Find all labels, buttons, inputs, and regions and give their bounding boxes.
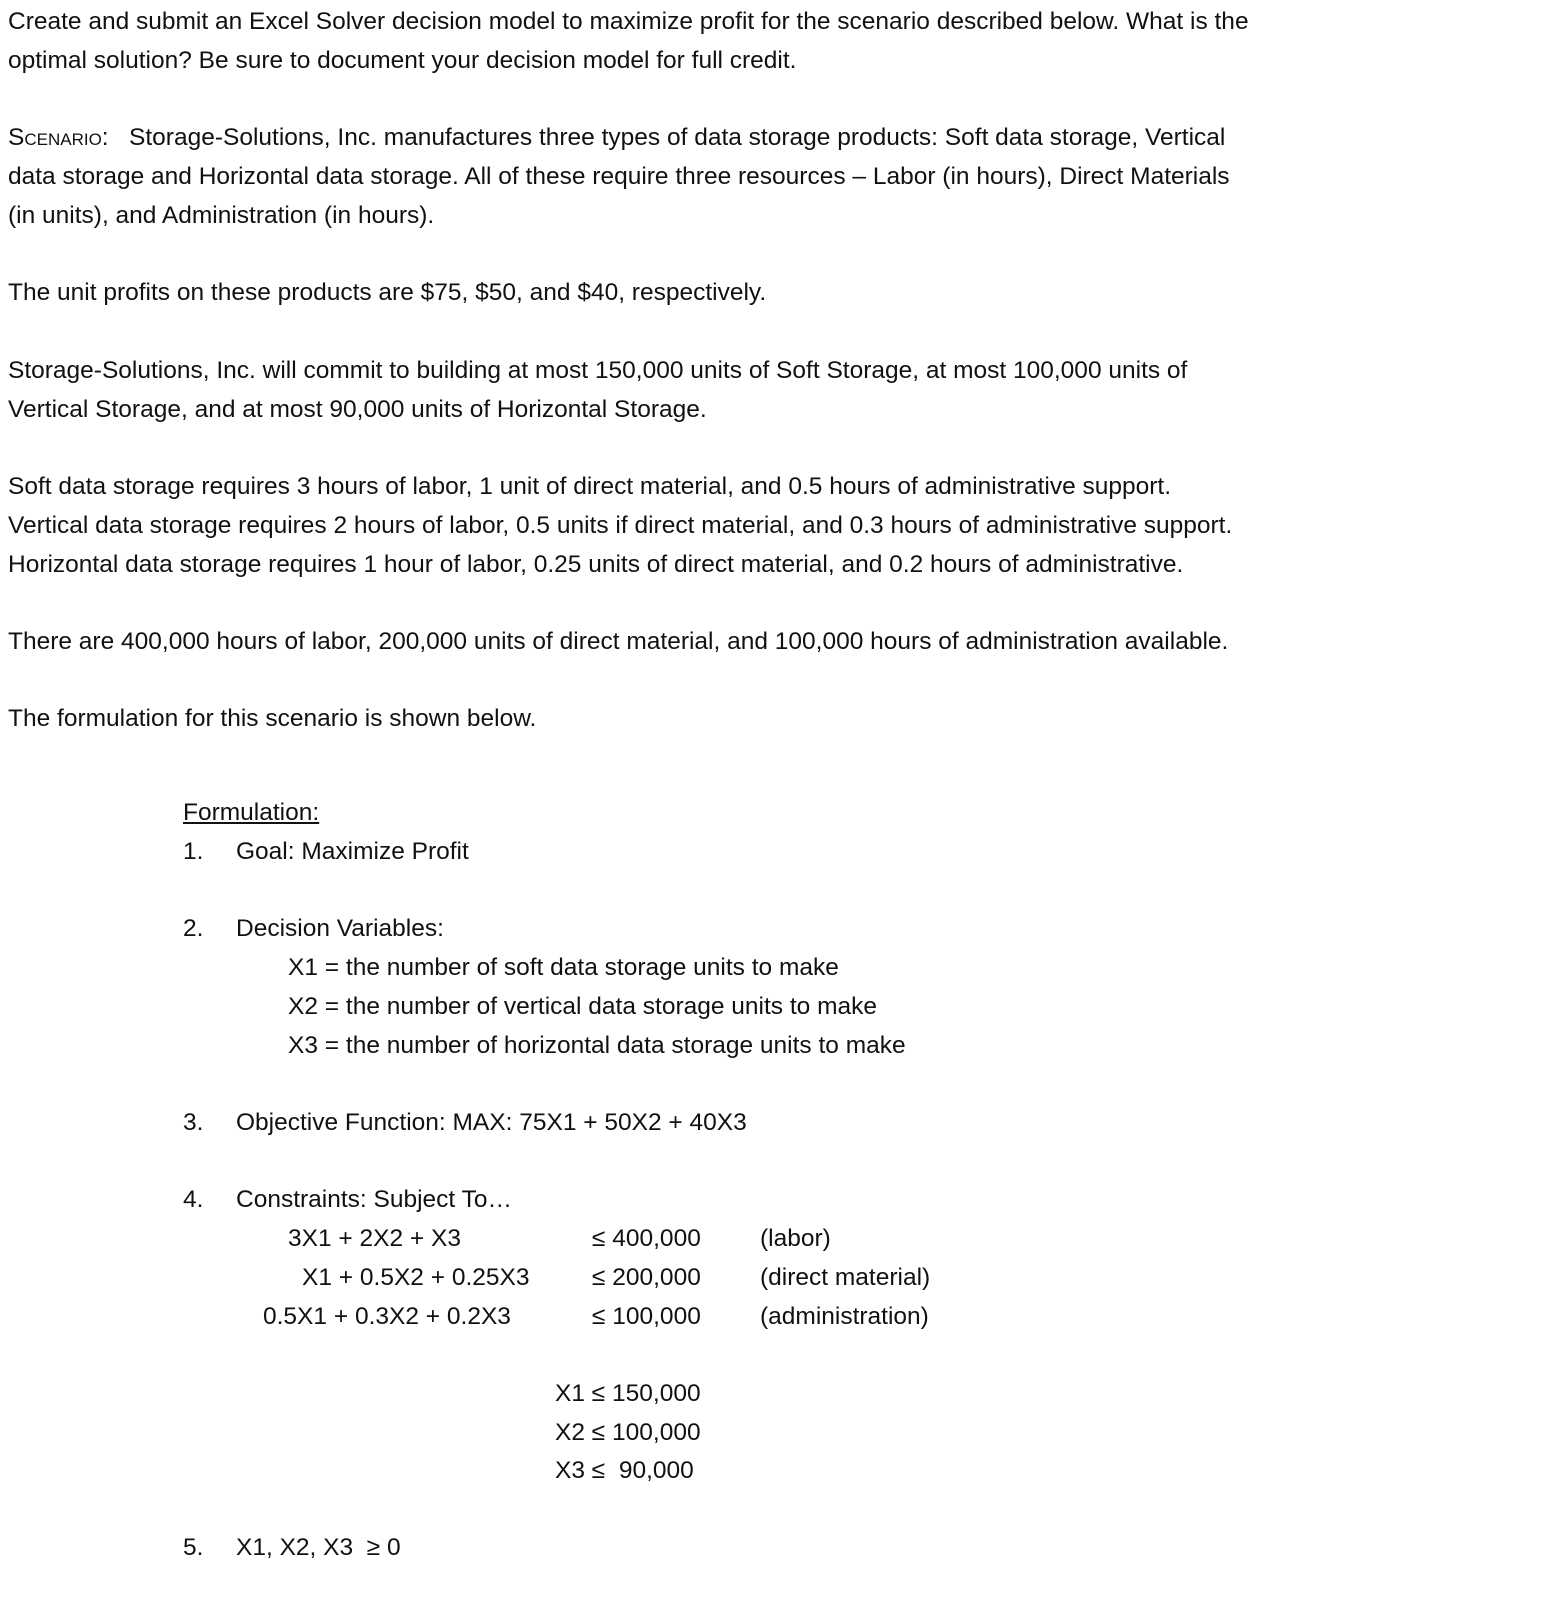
scenario-line: (in units), and Administration (in hours). [8, 202, 435, 229]
bound-constraint: X1 ≤ 150,000 [555, 1380, 701, 1407]
intro-line: Create and submit an Excel Solver decision model to maximize profit for the scenario described below. What is the [8, 8, 1249, 35]
bound-constraint: X3 ≤ 90,000 [555, 1457, 694, 1484]
constraints-text: Constraints: Subject To… [236, 1186, 512, 1213]
constraint-lhs: 3X1 + 2X2 + X3 [288, 1225, 461, 1252]
decision-var: X2 = the number of vertical data storage units to make [288, 993, 878, 1020]
requirement-line: Soft data storage requires 3 hours of labor, 1 unit of direct material, and 0.5 hours of administrative support. [8, 473, 1172, 500]
constraint-label: (labor) [760, 1225, 831, 1252]
requirement-line: Horizontal data storage requires 1 hour of labor, 0.25 units of direct material, and 0.2 hours of administrative. [8, 551, 1184, 578]
constraint-label: (administration) [760, 1303, 929, 1330]
constraint-rhs: ≤ 200,000 [592, 1264, 701, 1291]
decision-var: X3 = the number of horizontal data storage units to make [288, 1032, 906, 1059]
formulation-intro: The formulation for this scenario is shown below. [8, 705, 537, 732]
constraint-rhs: ≤ 400,000 [592, 1225, 701, 1252]
formulation-heading-text: Formulation: [183, 799, 320, 826]
objective-text: Objective Function: MAX: 75X1 + 50X2 + 40X3 [236, 1109, 747, 1136]
constraint-lhs: X1 + 0.5X2 + 0.25X3 [302, 1264, 530, 1291]
goal-num: 1. [183, 838, 204, 865]
constraint-label: (direct material) [760, 1264, 931, 1291]
requirement-line: Vertical data storage requires 2 hours of labor, 0.5 units if direct material, and 0.3 hours of administrative support. [8, 512, 1233, 539]
constraint-rhs: ≤ 100,000 [592, 1303, 701, 1330]
scenario-line: data storage and Horizontal data storage. All of these require three resources – Labor (in hours), Direct Materials [8, 163, 1230, 190]
decision-num: 2. [183, 915, 204, 942]
commit-line: Storage-Solutions, Inc. will commit to building at most 150,000 units of Soft Storage, at most 100,000 units of [8, 357, 1188, 384]
scenario-line [8, 123, 1225, 153]
objective-num: 3. [183, 1109, 204, 1136]
available-text: There are 400,000 hours of labor, 200,000 units of direct material, and 100,000 hours of administration available. [8, 628, 1229, 655]
formulation-heading [183, 798, 319, 828]
goal-text: Goal: Maximize Profit [236, 838, 469, 865]
scenario-label: Scenario: [8, 124, 109, 151]
nonneg-num: 5. [183, 1534, 204, 1561]
decision-text: Decision Variables: [236, 915, 444, 942]
bound-constraint: X2 ≤ 100,000 [555, 1419, 701, 1446]
commit-line: Vertical Storage, and at most 90,000 units of Horizontal Storage. [8, 396, 707, 423]
scenario-text: Storage-Solutions, Inc. manufactures three types of data storage products: Soft data storage, Vertical [129, 124, 1226, 151]
decision-var: X1 = the number of soft data storage units to make [288, 954, 839, 981]
nonneg-text: X1, X2, X3 ≥ 0 [236, 1534, 401, 1561]
constraints-num: 4. [183, 1186, 204, 1213]
constraint-lhs: 0.5X1 + 0.3X2 + 0.2X3 [263, 1303, 511, 1330]
intro-line: optimal solution? Be sure to document your decision model for full credit. [8, 47, 797, 74]
profits-text: The unit profits on these products are $75, $50, and $40, respectively. [8, 279, 767, 306]
